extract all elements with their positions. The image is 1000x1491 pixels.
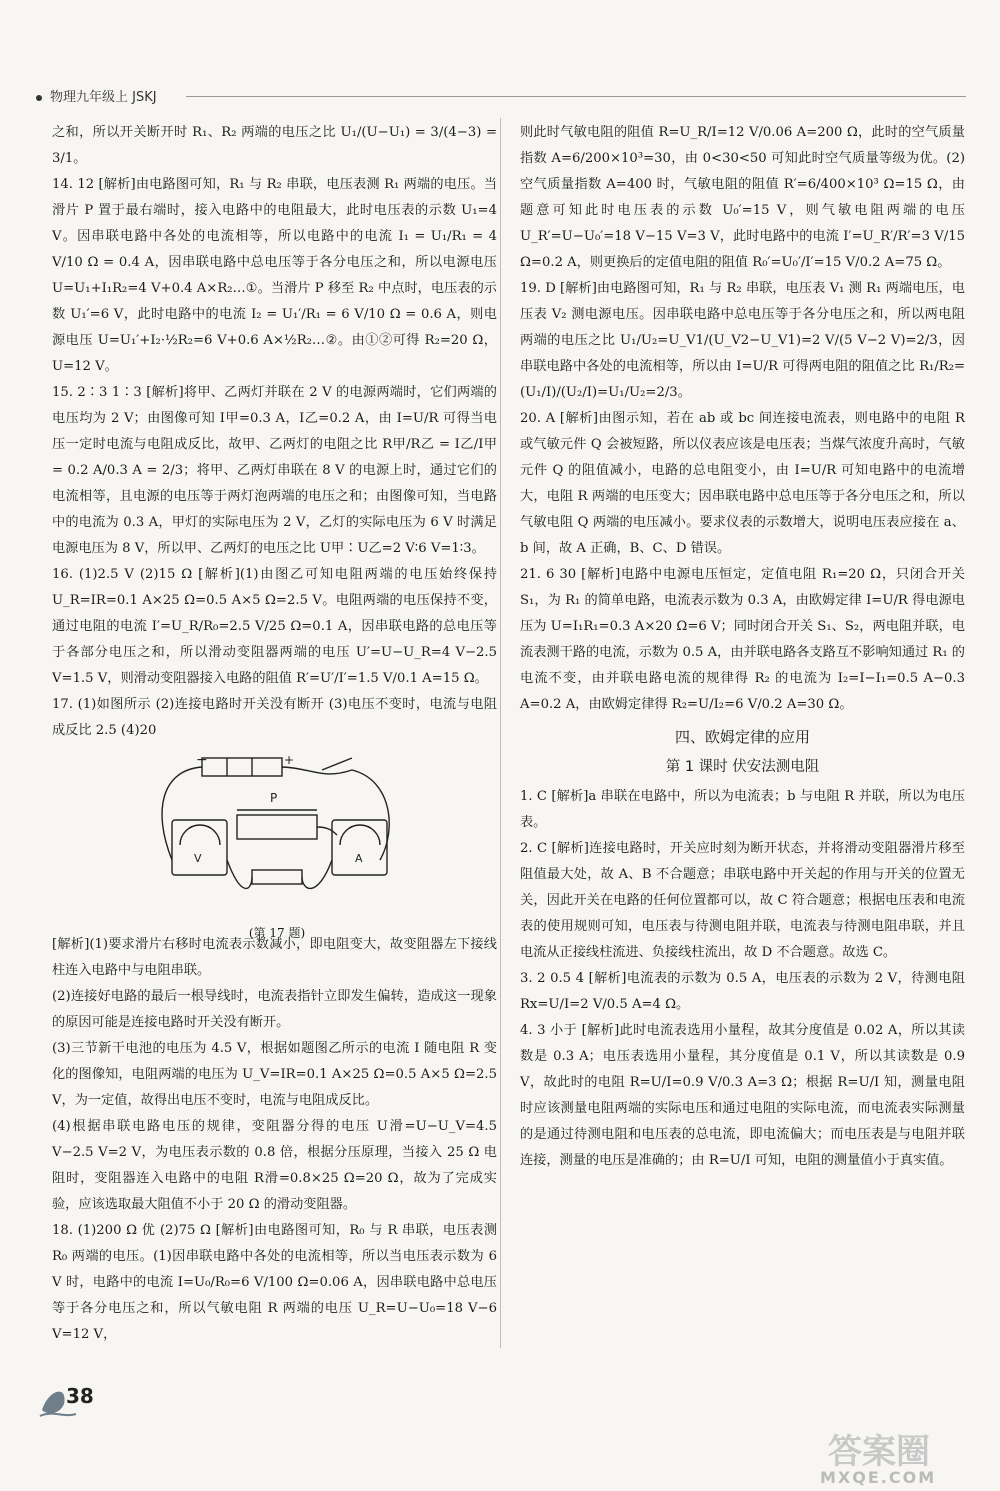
rheostat: [237, 815, 317, 839]
svg-text:+: +: [284, 753, 295, 767]
svg-text:−: −: [196, 752, 208, 768]
watermark-site: MXQE.COM: [820, 1468, 937, 1487]
lesson-answer-1: 1. C [解析]a 串联在电路中，所以为电流表；b 与电阻 R 并联，所以为电压表。: [520, 789, 965, 830]
ammeter: [332, 820, 387, 875]
bullet-icon: [36, 95, 42, 101]
answer-18-cont: 则此时气敏电阻的阻值 R=U_R/I=12 V/0.06 A=200 Ω，此时的空气质量指数 A=6/200×10³=30，由 0<30<50 可知此时空气质量等级为优。(2)空气质量指数 A=400 时，气敏电阻的阻值 R′=6/400×10³ Ω=15 Ω，由题意可知此时电压表的示数 U₀′=15 V，则气敏电阻两端的电压 U_R′=U−U₀′=18 V−15 V=3 V，此时电路中的电流 I′=U_R′/R′=3 V/15 Ω=0.2 A，则更换后的定值电阻的阻值 R₀′=U₀′/I′=15 V/0.2 A=75 Ω。: [520, 125, 965, 270]
watermark-brand: 答案圈: [828, 1432, 930, 1472]
answer-15: 15. 2∶3 1∶3 [解析]将甲、乙两灯并联在 2 V 的电源两端时，它们两端的电压均为 2 V；由图像可知 I甲=0.3 A，I乙=0.2 A，由 I=U/R 可得当电压一定时电流与电阻成反比，故甲、乙两灯的电阻之比 R甲/R乙 = I乙/I甲 = 0.2 A/0.3 A = 2/3；将甲、乙两灯串联在 8 V 的电源上时，通过它们的电流相等，且电源的电压等于两灯泡两端的电压之和；由图像可知，当电路中的电流为 0.3 A，甲灯的实际电压为 2 V，乙灯的实际电压为 6 V 时满足电源电压为 8 V，所以甲、乙两灯的电压之比 U甲∶U乙=2 V∶6 V=1∶3。: [52, 385, 497, 556]
circuit-diagram: [152, 750, 402, 910]
answer-17: 17. (1)如图所示 (2)连接电路时开关没有断开 (3)电压不变时，电流与电阻成反比 2.5 (4)20: [52, 697, 497, 738]
answer-paragraph: 之和，所以开关断开时 R₁、R₂ 两端的电压之比 U₁/(U−U₁) = 3/(4−3) = 3/1。: [52, 125, 497, 166]
lesson-title: 第 1 课时 伏安法测电阻: [665, 759, 820, 775]
left-column: [52, 120, 497, 1348]
column-divider: [500, 118, 501, 1348]
lesson-answer-3: 3. 2 0.5 4 [解析]电流表的示数为 0.5 A，电压表的示数为 2 V，待测电阻 Rx=U/I=2 V/0.5 A=4 Ω。: [520, 971, 965, 1012]
answer-18: 18. (1)200 Ω 优 (2)75 Ω [解析]由电路图可知，R₀ 与 R 串联，电压表测 R₀ 两端的电压。(1)因串联电路中各处的电流相等，所以当电压表示数为 6 V 时，电路中的电流 I=U₀/R₀=6 V/100 Ω=0.06 A，因串联电路中总电压等于各分电压之和，所以气敏电阻 R 两端的电压 U_R=U−U₀=18 V−6 V=12 V，: [52, 1223, 497, 1342]
header-title: 物理九年级上 JSKJ: [50, 90, 157, 105]
right-column: [520, 120, 965, 1174]
lesson-answer-2: 2. C [解析]连接电路时，开关应时刻为断开状态，并将滑动变阻器滑片移至阻值最大处，故 A、B 不合题意；串联电路中开关起的作用与开关的位置无关，因此开关在电路的任何位置都可以，故 C 符合题意；根据电压表和电流表的使用规则可知，电压表与待测电阻并联，电流表与待测电阻串联，并且电流从正接线柱流进、负接线柱流出，故 D 不合题意。故选 C。: [520, 841, 965, 960]
analysis-17-3: (3)三节新干电池的电压为 4.5 V，根据如题图乙所示的电流 I 随电阻 R 变化的图像知，电阻两端的电压为 U_V=IR=0.1 A×25 Ω=0.5 A×5 Ω=2.5 V，为一定值，故得出电压不变时，电流与电阻成反比。: [52, 1041, 497, 1108]
svg-text:A: A: [355, 852, 363, 865]
circuit-figure: [152, 750, 402, 940]
figure-caption: (第 17 题): [248, 926, 306, 940]
lesson-answer-4: 4. 3 小于 [解析]此时电流表选用小量程，故其分度值是 0.02 A，所以其读数是 0.3 A；电压表选用小量程，其分度值是 0.1 V，所以其读数是 0.9 V，故此时的电阻 R=U/I=0.9 V/0.3 A=3 Ω；根据 R=U/I 知，测量电阻时应该测量电阻两端的实际电压和通过电阻的实际电流，而电流表实际测量的是通过待测电阻和电压表的总电流，即电流偏大；而电压表是与电阻并联连接，测量的电压是准确的；由 R=U/I 可知，电阻的测量值小于真实值。: [520, 1023, 965, 1168]
svg-text:V: V: [194, 852, 202, 865]
battery-pack: [202, 758, 282, 776]
answer-14: 14. 12 [解析]由电路图可知，R₁ 与 R₂ 串联，电压表测 R₁ 两端的电压。当滑片 P 置于最右端时，接入电路中的电阻最大，此时电压表的示数 U₁=4 V。因串联电路中各处的电流相等，所以电路中的电流 I₁ = U₁/R₁ = 4 V/10 Ω = 0.4 A，因串联电路中总电压等于各分电压之和，所以电源电压 U=U₁+I₁R₂=4 V+0.4 A×R₂…①。当滑片 P 移至 R₂ 中点时，电压表的示数 U₁′=6 V，此时电路中的电流 I₂ = U₁′/R₁ = 6 V/10 Ω = 0.6 A，则电源电压 U=U₁′+I₂·½R₂=6 V+0.6 A×½R₂…②。由①②可得 R₂=20 Ω，U=12 V。: [52, 177, 497, 374]
running-header: [36, 86, 966, 108]
answer-19: 19. D [解析]由电路图可知，R₁ 与 R₂ 串联，电压表 V₁ 测 R₁ 两端电压，电压表 V₂ 测电源电压。因串联电路中总电压等于各分电压之和，所以两电阻两端的电压之比 U₁/U₂=U_V1/(U_V2−U_V1)=2 V/(5 V−2 V)=2/3，因串联电路中各处的电流相等，所以由 I=U/R 可得两电阻的阻值之比 R₁/R₂=(U₁/I)/(U₂/I)=U₁/U₂=2/3。: [520, 281, 965, 400]
section-title: 四、欧姆定律的应用: [674, 728, 810, 746]
fixed-resistor: [252, 870, 302, 884]
analysis-17-1: [解析](1)要求滑片右移时电流表示数减小，即电阻变大，故变阻器左下接线柱连入电路中与电阻串联。: [52, 937, 497, 978]
answer-20: 20. A [解析]由图示知，若在 ab 或 bc 间连接电流表，则电路中的电阻 R 或气敏元件 Q 会被短路，所以仪表应该是电压表；当煤气浓度升高时，气敏元件 Q 的阻值减小，电路的总电阻变小，由 I=U/R 可知电路中的电流增大，电阻 R 两端的电压变大；因串联电路中总电压等于各分电压之和，所以气敏电阻 Q 两端的电压减小。要求仪表的示数增大，说明电压表应接在 a、b 间，故 A 正确，B、C、D 错误。: [520, 411, 965, 556]
analysis-17-2: (2)连接好电路的最后一根导线时，电流表指针立即发生偏转，造成这一现象的原因可能是连接电路时开关没有断开。: [52, 989, 497, 1030]
svg-text:P: P: [270, 791, 278, 805]
header-rule: [186, 96, 966, 97]
page-number: 38: [66, 1384, 94, 1408]
answer-16: 16. (1)2.5 V (2)15 Ω [解析](1)由图乙可知电阻两端的电压始终保持 U_R=IR=0.1 A×25 Ω=0.5 A×5 Ω=2.5 V。电阻两端的电压保持不变，通过电阻的电流 I′=U_R/R₀=2.5 V/25 Ω=0.1 A，因串联电路的总电压等于各部分电压之和，所以滑动变阻器两端的电压 U′=U−U_R=4 V−2.5 V=1.5 V，则滑动变阻器接入电路的阻值 R′=U′/I′=1.5 V/0.1 A=15 Ω。: [52, 567, 497, 686]
answer-21: 21. 6 30 [解析]电路中电源电压恒定，定值电阻 R₁=20 Ω，只闭合开关 S₁，为 R₁ 的简单电路，电流表示数为 0.3 A，由欧姆定律 I=U/R 得电源电压为 U=I₁R₁=0.3 A×20 Ω=6 V；同时闭合开关 S₁、S₂，两电阻并联，电流表测干路的电流，示数为 0.5 A，由并联电路各支路互不影响知通过 R₁ 的电流不变，由并联电路电流的规律得 R₂ 的电流为 I₂=I−I₁=0.5 A−0.3 A=0.2 A，由欧姆定律得 R₂=U/I₂=6 V/0.2 A=30 Ω。: [520, 567, 965, 712]
analysis-17-4: (4)根据串联电路电压的规律，变阻器分得的电压 U滑=U−U_V=4.5 V−2.5 V=2 V，为电压表示数的 0.8 倍，根据分压原理，当接入 25 Ω 电阻时，变阻器连入电路中的电阻 R滑=0.8×25 Ω=20 Ω，故为了完成实验，应该选取最大阻值不小于 20 Ω 的滑动变阻器。: [52, 1119, 497, 1212]
switch-lever: [322, 758, 352, 770]
voltmeter: [172, 820, 227, 875]
